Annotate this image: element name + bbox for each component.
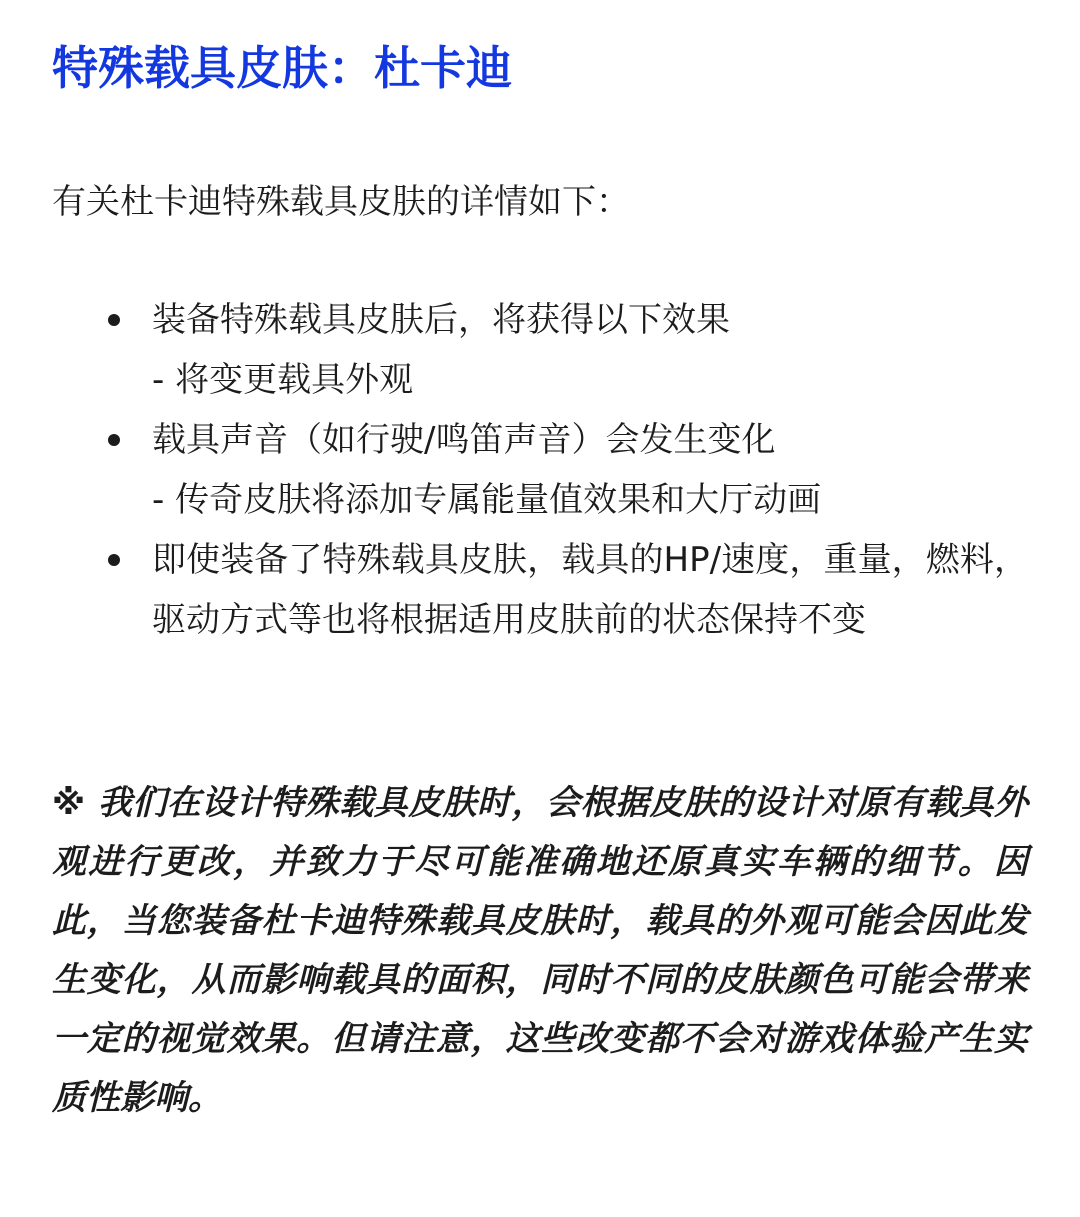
list-item-subtext: - 将变更载具外观 <box>152 360 414 400</box>
page-title: 特殊载具皮肤：杜卡迪 <box>52 41 512 95</box>
bullet-icon <box>108 314 120 326</box>
detail-list <box>52 290 1032 650</box>
list-item <box>52 410 1032 530</box>
bullet-icon <box>108 554 120 566</box>
list-item <box>52 290 1032 410</box>
disclaimer-note: ※ 我们在设计特殊载具皮肤时，会根据皮肤的设计对原有载具外观进行更改，并致力于尽可能准确地还原真实车辆的细节。因此，当您装备杜卡迪特殊载具皮肤时，载具的外观可能会因此发生变化，从而影响载具的面积，同时不同的皮肤颜色可能会带来一定的视觉效果。但请注意，这些改变都不会对游戏体验产生实质性影响。 <box>52 783 1028 1118</box>
list-item-text: 载具声音（如行驶/鸣笛声音）会发生变化 <box>152 420 776 460</box>
intro-text: 有关杜卡迪特殊载具皮肤的详情如下： <box>52 182 630 222</box>
list-item-subtext: - 传奇皮肤将添加专属能量值效果和大厅动画 <box>152 480 822 520</box>
list-item-text: 即使装备了特殊载具皮肤，载具的HP/速度，重量，燃料，驱动方式等也将根据适用皮肤前的状态保持不变 <box>152 540 1028 640</box>
list-item <box>52 530 1032 650</box>
bullet-icon <box>108 434 120 446</box>
list-item-text: 装备特殊载具皮肤后，将获得以下效果 <box>152 300 730 340</box>
